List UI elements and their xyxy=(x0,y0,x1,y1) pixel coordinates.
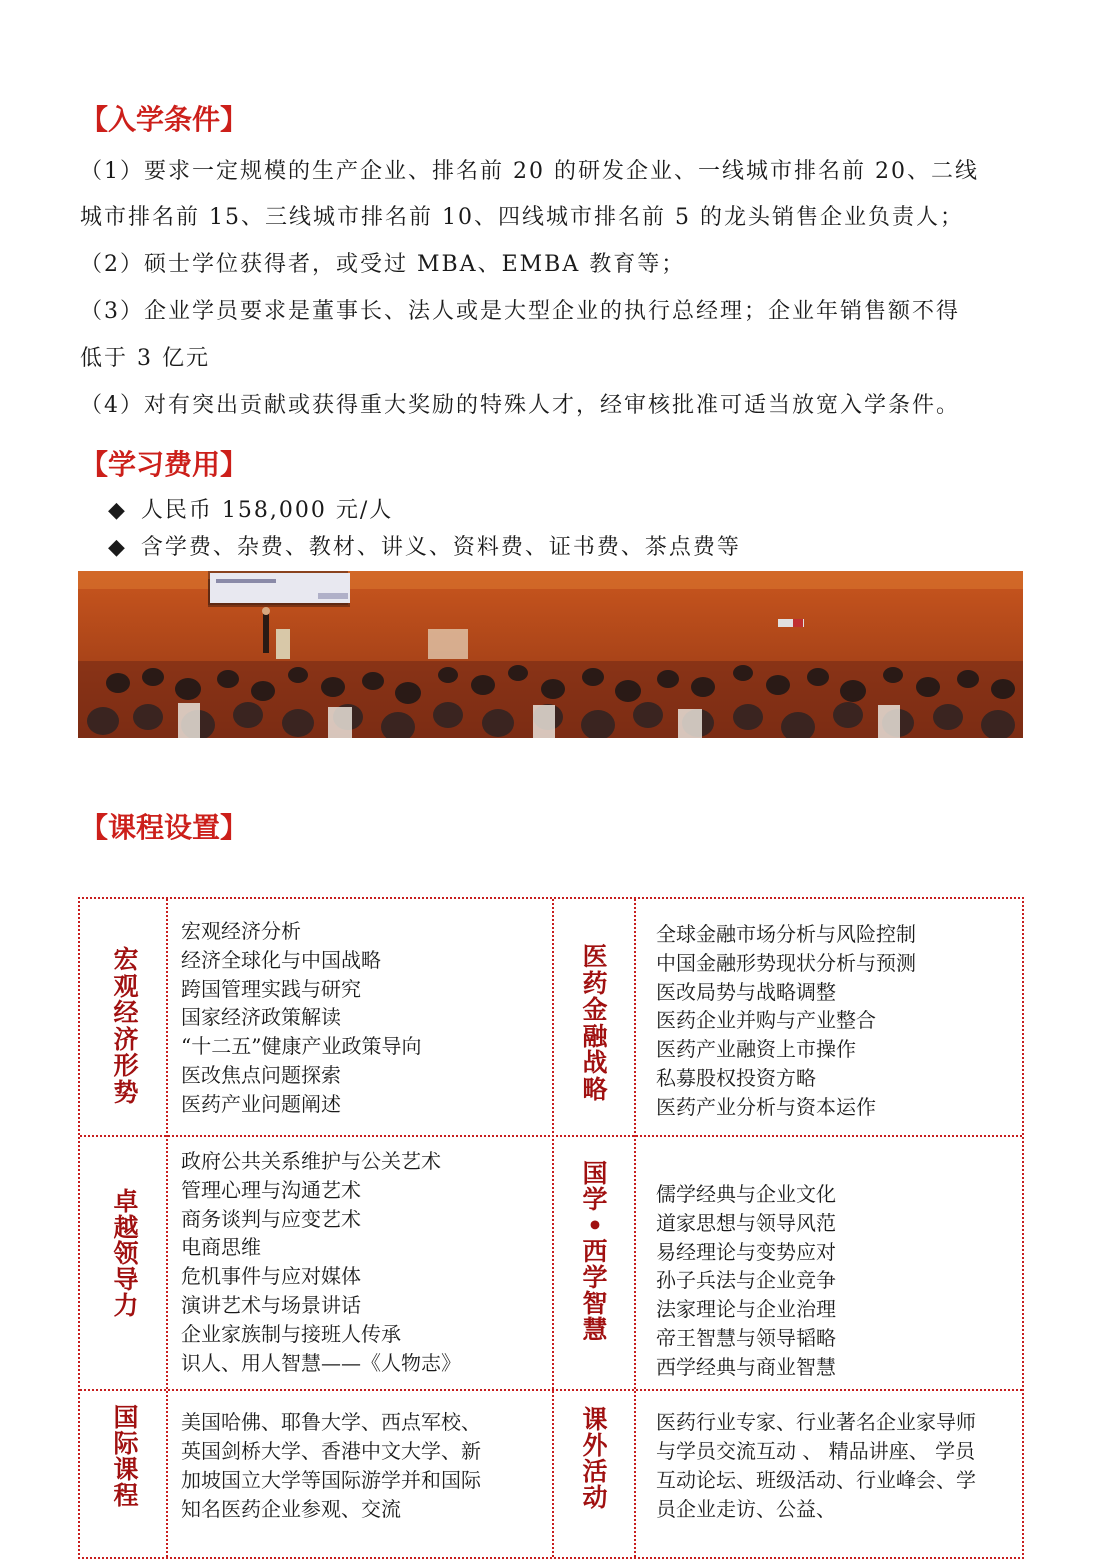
course-list-pharma-finance xyxy=(656,920,916,1122)
fee-item-includes xyxy=(108,528,741,568)
list-item: 医药产业问题阐述 xyxy=(181,1091,341,1116)
list-item: 跨国管理实践与研究 xyxy=(181,976,361,1001)
diamond-bullet-icon: ◆ xyxy=(108,535,127,560)
admission-line-6: （4）对有突出贡献或获得重大奖励的特殊人才，经审核批准可适当放宽入学条件。 xyxy=(80,393,960,418)
admission-line-2: 城市排名前 15、三线城市排名前 10、四线城市排名前 5 的龙头销售企业负责人； xyxy=(80,205,964,230)
list-item: 演讲艺术与场景讲话 xyxy=(181,1292,361,1317)
admission-line-3: （2）硕士学位获得者，或受过 MBA、EMBA 教育等； xyxy=(80,252,686,277)
diamond-bullet-icon: ◆ xyxy=(108,498,127,523)
table-divider xyxy=(166,899,168,1557)
list-item: 全球金融市场分析与风险控制 xyxy=(656,922,916,946)
fee-item-price-text: 人民币 158,000 元/人 xyxy=(140,498,394,523)
course-list-macro-economy xyxy=(181,917,421,1119)
list-item: 儒学经典与企业文化 xyxy=(656,1182,836,1206)
fee-item-includes-text: 含学费、杂费、教材、讲义、资料费、证书费、茶点费等 xyxy=(140,535,741,560)
list-item: “十二五”健康产业政策导向 xyxy=(181,1034,422,1059)
category-pharma-finance: 医药金融战略 xyxy=(582,942,608,1104)
course-list-leadership xyxy=(181,1147,461,1377)
curriculum-table xyxy=(78,897,1024,1559)
list-item: 宏观经济分析 xyxy=(181,919,301,943)
curriculum-heading: 【课程设置】 xyxy=(80,811,249,844)
list-item: 中国金融形势现状分析与预测 xyxy=(656,950,916,975)
list-item: 经济全球化与中国战略 xyxy=(181,947,381,972)
list-item: 国家经济政策解读 xyxy=(181,1005,341,1030)
list-item: 医药企业并购与产业整合 xyxy=(656,1008,876,1033)
course-list-chinese-western-wisdom xyxy=(656,1180,836,1382)
list-item: 企业家族制与接班人传承 xyxy=(181,1321,401,1346)
fee-item-price xyxy=(108,491,393,531)
list-item: 商务谈判与应变艺术 xyxy=(181,1206,361,1231)
list-item: 私募股权投资方略 xyxy=(656,1065,816,1090)
list-item: 法家理论与企业治理 xyxy=(656,1297,836,1322)
list-item: 危机事件与应对媒体 xyxy=(181,1264,361,1289)
table-divider xyxy=(634,899,636,1557)
list-item: 医改焦点问题探索 xyxy=(181,1062,341,1087)
course-text-international: 美国哈佛、耶鲁大学、西点军校、英国剑桥大学、香港中文大学、新加坡国立大学等国际游学并和国际知名医药企业参观、交流 xyxy=(181,1410,481,1521)
table-divider xyxy=(80,1135,1022,1137)
course-text-extracurricular: 医药行业专家、行业著名企业家导师与学员交流互动 、 精品讲座、 学员互动论坛、班级活动、行业峰会、学员企业走访、公益、 xyxy=(656,1410,976,1521)
list-item: 政府公共关系维护与公关艺术 xyxy=(181,1149,441,1173)
category-leadership: 卓越领导力 xyxy=(113,1187,139,1320)
admission-heading: 【入学条件】 xyxy=(80,103,249,136)
list-item: 电商思维 xyxy=(181,1235,261,1260)
list-item: 易经理论与变势应对 xyxy=(656,1239,836,1264)
table-divider xyxy=(80,1389,1022,1391)
list-item: 西学经典与商业智慧 xyxy=(656,1354,836,1379)
admission-line-5: 低于 3 亿元 xyxy=(80,346,210,371)
table-divider xyxy=(552,899,554,1557)
category-macro-economy: 宏观经济形势 xyxy=(113,945,139,1107)
list-item: 道家思想与领导风范 xyxy=(656,1210,836,1235)
list-item: 帝王智慧与领导韬略 xyxy=(656,1325,836,1350)
list-item: 医药产业融资上市操作 xyxy=(656,1037,856,1062)
category-international-courses: 国际课程 xyxy=(113,1403,139,1510)
fees-heading: 【学习费用】 xyxy=(80,448,249,481)
conference-photo-illustration xyxy=(78,571,1023,738)
list-item: 识人、用人智慧——《人物志》 xyxy=(181,1350,461,1375)
list-item: 管理心理与沟通艺术 xyxy=(181,1177,361,1202)
category-extracurricular: 课外活动 xyxy=(582,1405,608,1512)
category-chinese-western-wisdom: 国学•西学智慧 xyxy=(582,1159,608,1344)
admission-line-4: （3）企业学员要求是董事长、法人或是大型企业的执行总经理；企业年销售额不得 xyxy=(80,299,960,324)
conference-photo xyxy=(78,571,1023,738)
list-item: 医改局势与战略调整 xyxy=(656,979,836,1004)
admission-line-1: （1）要求一定规模的生产企业、排名前 20 的研发企业、一线城市排名前 20、二线 xyxy=(80,159,979,184)
list-item: 孙子兵法与企业竞争 xyxy=(656,1268,836,1293)
list-item: 医药产业分析与资本运作 xyxy=(656,1094,876,1119)
